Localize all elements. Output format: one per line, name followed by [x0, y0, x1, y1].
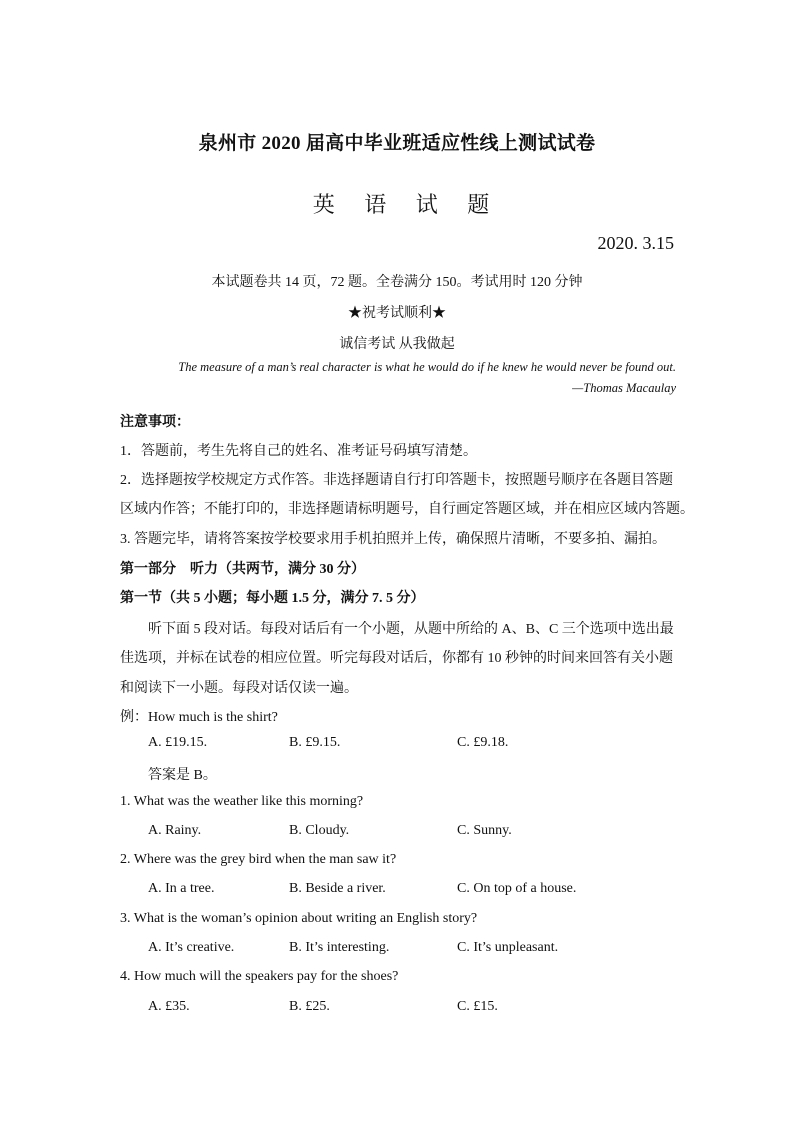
question-2: 2. Where was the grey bird when the man saw it?: [120, 852, 397, 867]
question-2-option-b: B. Beside a river.: [289, 881, 386, 896]
question-3-option-b: B. It’s interesting.: [289, 940, 390, 955]
exam-title: 泉州市 2020 届高中毕业班适应性线上测试试卷: [198, 133, 596, 154]
notes-item: 1．答题前，考生先将自己的姓名、准考证号码填写清楚。: [120, 444, 477, 459]
example-question: 例：How much is the shirt?: [120, 710, 278, 725]
question-3-option-c: C. It’s unpleasant.: [457, 940, 559, 955]
good-luck-line: ★祝考试顺利★: [348, 306, 446, 321]
subject-title: 英 语 试 题: [312, 192, 502, 217]
question-2-option-c: C. On top of a house.: [457, 881, 577, 896]
notes-heading: 注意事项：: [120, 415, 190, 430]
question-4-option-c: C. £15.: [457, 999, 498, 1014]
question-4-option-b: B. £25.: [289, 999, 330, 1014]
question-3: 3. What is the woman’s opinion about writing an English story?: [120, 911, 478, 926]
quote-text: The measure of a man’s real character is what he would do if he knew he would never be found out.: [178, 360, 676, 374]
question-3-option-a: A. It’s creative.: [148, 940, 235, 955]
instructions-line: 听下面 5 段对话。每段对话后有一个小题，从题中所给的 A、B、C 三个选项中选出最: [148, 622, 674, 637]
instructions-line: 佳选项，并标在试卷的相应位置。听完每段对话后，你都有 10 秒钟的时间来回答有关小题: [120, 651, 673, 666]
question-2-option-a: A. In a tree.: [148, 881, 215, 896]
part1-heading: 第一部分 听力（共两节，满分 30 分）: [120, 562, 365, 577]
example-option-a: A. £19.15.: [148, 735, 208, 750]
example-option-c: C. £9.18.: [457, 735, 509, 750]
question-4: 4. How much will the speakers pay for the shoes?: [120, 969, 399, 984]
notes-item: 3. 答题完毕，请将答案按学校要求用手机拍照并上传，确保照片清晰，不要多拍、漏拍。: [120, 532, 666, 547]
exam-date: 2020. 3.15: [597, 233, 674, 253]
question-1-option-a: A. Rainy.: [148, 823, 202, 838]
question-1: 1. What was the weather like this morning?: [120, 794, 364, 809]
instructions-line: 和阅读下一小题。每段对话仅读一遍。: [120, 681, 358, 696]
notes-item: 区域内作答；不能打印的，非选择题请标明题号，自行画定答题区域，并在相应区域内答题。: [120, 502, 694, 517]
exam-info: 本试题卷共 14 页，72 题。全卷满分 150。考试用时 120 分钟: [211, 275, 583, 290]
notes-item: 2．选择题按学校规定方式作答。非选择题请自行打印答题卡，按照题号顺序在各题目答题: [120, 473, 673, 488]
question-1-option-c: C. Sunny.: [457, 823, 512, 838]
question-1-option-b: B. Cloudy.: [289, 823, 350, 838]
question-4-option-a: A. £35.: [148, 999, 190, 1014]
quote-author: —Thomas Macaulay: [572, 381, 676, 395]
section1-heading: 第一节（共 5 小题；每小题 1.5 分，满分 7. 5 分）: [120, 591, 425, 606]
example-answer: 答案是 B。: [148, 768, 217, 783]
example-option-b: B. £9.15.: [289, 735, 341, 750]
integrity-motto: 诚信考试 从我做起: [339, 337, 455, 352]
